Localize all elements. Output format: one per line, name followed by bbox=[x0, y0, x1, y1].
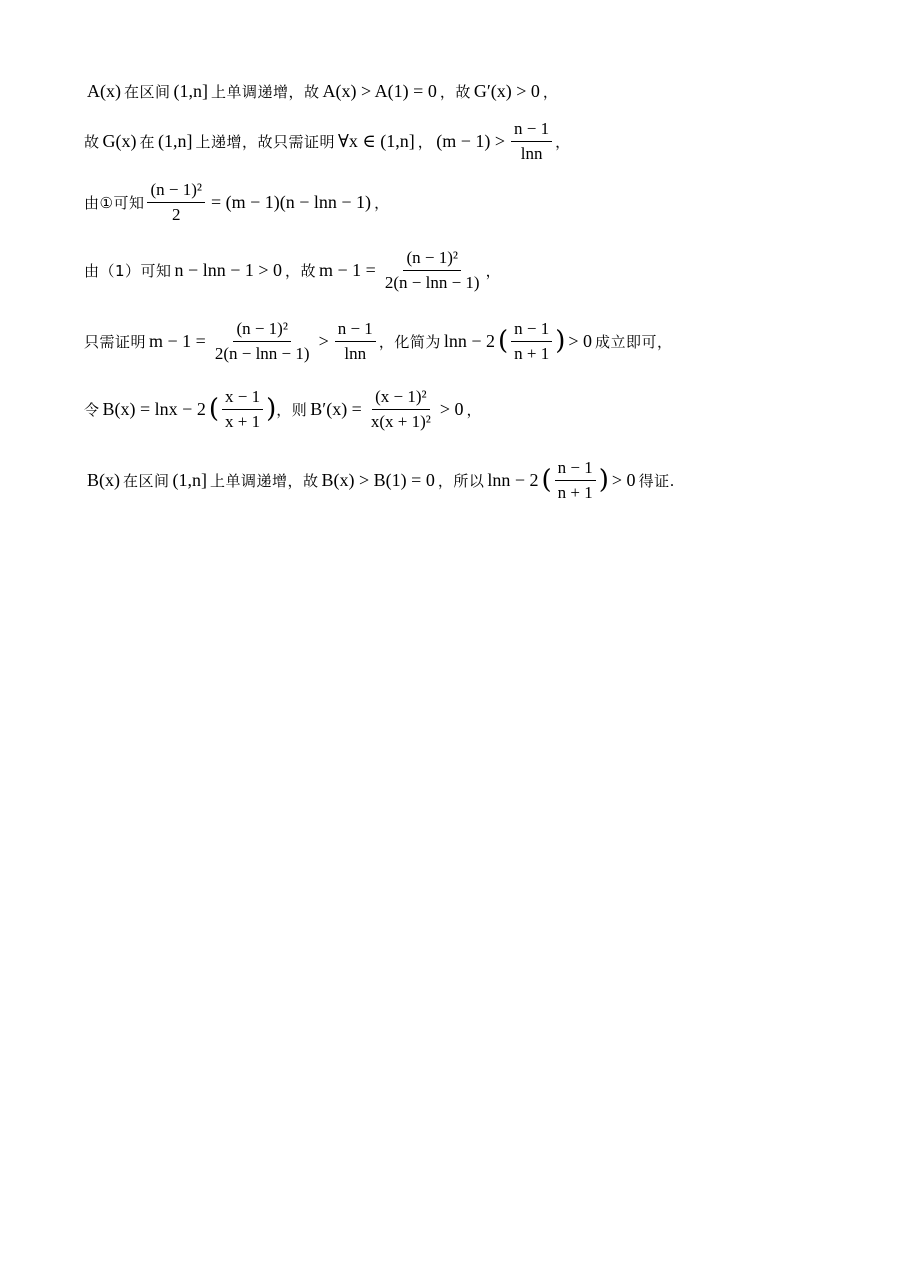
math-expression: G(x) bbox=[102, 130, 137, 151]
fraction-denominator: 2(n − lnn − 1) bbox=[214, 343, 310, 363]
math-expression: lnn − 2 bbox=[487, 469, 539, 490]
proof-line-6 bbox=[84, 381, 840, 437]
fraction-body bbox=[555, 457, 596, 503]
math-expression: ∀x ∈ (1,n] bbox=[338, 130, 415, 151]
text-run: ， bbox=[542, 82, 559, 101]
math-expression: B(x) > B(1) = 0 bbox=[321, 469, 435, 490]
fraction bbox=[379, 247, 486, 293]
text-run: ， bbox=[466, 400, 483, 419]
text-run: ，故 bbox=[285, 261, 317, 280]
math-expression: m − 1 = bbox=[149, 330, 206, 351]
text-run: 故 bbox=[84, 132, 100, 151]
math-expression: m − 1 = bbox=[319, 259, 376, 280]
fraction-numerator: (n − 1)² bbox=[233, 318, 291, 341]
fraction-denominator: n + 1 bbox=[557, 482, 593, 502]
fraction-numerator: n − 1 bbox=[511, 318, 552, 341]
math-expression: = (m − 1)(n − lnn − 1) bbox=[210, 191, 372, 212]
text-run: ，故 bbox=[439, 82, 471, 101]
text-run: ，所以 bbox=[437, 471, 485, 490]
parenthesized-fraction bbox=[498, 318, 565, 364]
fraction-numerator: n − 1 bbox=[335, 318, 376, 341]
fraction-numerator: x − 1 bbox=[222, 386, 263, 409]
math-expression: > 0 bbox=[568, 330, 593, 351]
fraction-denominator: x + 1 bbox=[224, 411, 261, 431]
proof-line-4 bbox=[84, 242, 840, 298]
proof-line-5 bbox=[84, 313, 840, 369]
math-expression: A(x) > A(1) = 0 bbox=[322, 80, 437, 101]
fraction-body bbox=[511, 118, 552, 164]
math-expression: B(x) bbox=[87, 469, 120, 490]
text-run: 由①可知 bbox=[84, 193, 145, 212]
text-run: 令 bbox=[84, 400, 100, 419]
fraction-denominator: 2(n − lnn − 1) bbox=[384, 272, 480, 292]
text-run: ， bbox=[485, 261, 502, 280]
text-run: ， bbox=[374, 193, 390, 212]
fraction-numerator: (x − 1)² bbox=[372, 386, 430, 409]
fraction-body bbox=[212, 318, 313, 364]
fraction-denominator: lnn bbox=[520, 143, 543, 163]
right-paren: ) bbox=[555, 326, 566, 356]
math-expression: (1,n] bbox=[173, 80, 209, 101]
proof-line-3 bbox=[84, 174, 840, 230]
proof-line-1 bbox=[84, 63, 840, 119]
text-run: 由（1）可知 bbox=[84, 261, 172, 280]
fraction-numerator: n − 1 bbox=[555, 457, 596, 480]
text-run: ，化简为 bbox=[378, 332, 441, 351]
math-expression: (1,n] bbox=[172, 469, 208, 490]
left-paren: ( bbox=[497, 326, 509, 356]
parenthesized-fraction bbox=[542, 457, 609, 503]
math-expression: lnn − 2 bbox=[443, 330, 495, 351]
text-run: 成立即可， bbox=[595, 332, 673, 351]
fraction bbox=[332, 318, 379, 364]
fraction bbox=[508, 118, 555, 164]
fraction-numerator: n − 1 bbox=[511, 118, 552, 141]
parenthesized-fraction bbox=[209, 386, 276, 432]
fraction bbox=[209, 318, 316, 364]
fraction-body bbox=[147, 179, 205, 225]
text-run: ， bbox=[417, 132, 434, 151]
left-paren: ( bbox=[208, 394, 219, 424]
fraction-numerator: (n − 1)² bbox=[403, 247, 461, 270]
right-paren: ) bbox=[266, 394, 277, 424]
fraction-body bbox=[335, 318, 376, 364]
fraction-body bbox=[368, 386, 434, 432]
math-expression: n − lnn − 1 > 0 bbox=[174, 259, 283, 280]
fraction-body bbox=[222, 386, 263, 432]
fraction-denominator: x(x + 1)² bbox=[370, 411, 431, 431]
text-run: 在 bbox=[139, 132, 156, 151]
text-run: 得证. bbox=[638, 471, 675, 490]
math-expression: B(x) = lnx − 2 bbox=[102, 398, 206, 419]
fraction bbox=[144, 179, 208, 225]
text-run: 上单调递增，故 bbox=[210, 471, 319, 490]
text-run: 上递增，故只需证明 bbox=[195, 132, 336, 151]
math-expression: G′(x) > 0 bbox=[473, 80, 540, 101]
math-expression: > 0 bbox=[439, 398, 464, 419]
proof-line-7 bbox=[84, 452, 840, 508]
fraction-numerator: (n − 1)² bbox=[147, 179, 205, 202]
fraction-body bbox=[511, 318, 552, 364]
text-run: 在区间 bbox=[124, 82, 171, 101]
fraction-body bbox=[382, 247, 483, 293]
math-expression: A(x) bbox=[87, 80, 121, 101]
math-expression: > 0 bbox=[611, 469, 636, 490]
fraction-denominator: 2 bbox=[171, 204, 181, 224]
right-paren: ) bbox=[598, 465, 609, 495]
fraction bbox=[365, 386, 437, 432]
math-expression: B′(x) = bbox=[310, 398, 362, 419]
text-run: ，则 bbox=[276, 400, 308, 419]
math-expression: > bbox=[318, 330, 329, 351]
fraction-denominator: lnn bbox=[344, 343, 367, 363]
left-paren: ( bbox=[541, 465, 552, 495]
text-run: 上单调递增，故 bbox=[211, 82, 320, 101]
text-run: 在区间 bbox=[123, 471, 170, 490]
fraction-denominator: n + 1 bbox=[514, 343, 550, 363]
text-run: ， bbox=[555, 132, 571, 151]
text-run: 只需证明 bbox=[84, 332, 147, 351]
proof-line-2 bbox=[84, 113, 840, 169]
math-expression: (m − 1) > bbox=[436, 130, 506, 151]
math-expression: (1,n] bbox=[158, 130, 193, 151]
